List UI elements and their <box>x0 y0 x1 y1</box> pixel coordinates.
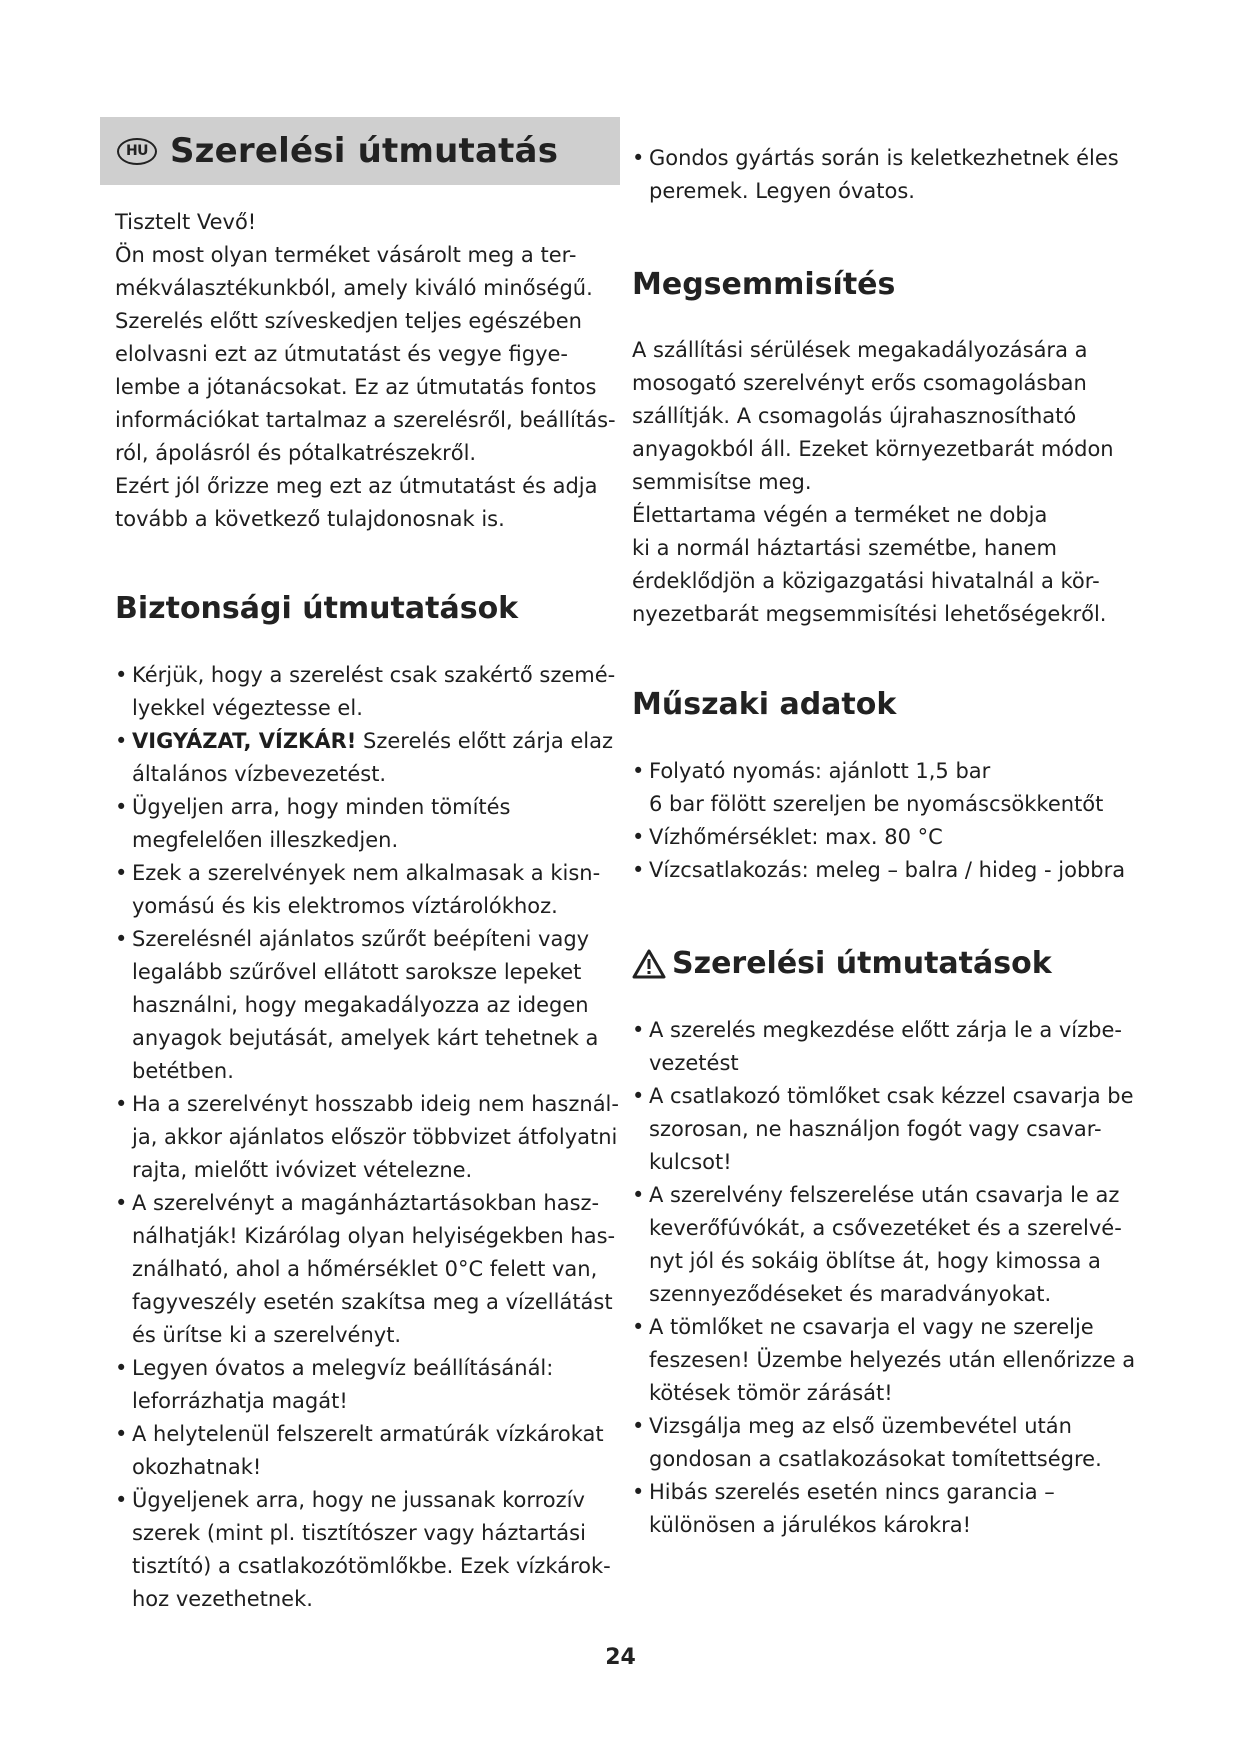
bullet-icon: • <box>632 1018 645 1042</box>
bullet-line: A szerelés megkezdése előtt zárja le a vízbe- <box>649 1018 1122 1042</box>
disposal-line: érdeklődjön a közigazgatási hivatalnál a kör- <box>632 569 1100 593</box>
bullet-line: szerek (mint pl. tisztítószer vagy háztartási <box>132 1521 586 1545</box>
bullet-line: feszesen! Üzembe helyezés után ellenőrizze a <box>649 1348 1136 1372</box>
spec-item <box>632 854 1132 887</box>
bullet-line: Ezek a szerelvények nem alkalmasak a kisn- <box>132 861 601 885</box>
disposal-line: semmisítse meg. <box>632 470 812 494</box>
greeting: Tisztelt Vevő! <box>115 210 257 234</box>
disposal-line: Élettartama végén a terméket ne dobja <box>632 503 1048 527</box>
intro-line: lembe a jótanácsokat. Ez az útmutatás fontos <box>115 375 597 399</box>
bullet-line: Szerelésnél ajánlatos szűrőt beépíteni vagy <box>132 927 590 951</box>
disposal-line: nyezetbarát megsemmisítési lehetőségekről. <box>632 602 1107 626</box>
safety-item <box>115 1187 625 1352</box>
bullet-line: különösen a járulékos károkra! <box>649 1513 972 1537</box>
bullet-icon: • <box>115 1092 128 1116</box>
bullet-line: Legyen óvatos a melegvíz beállításánál: <box>132 1356 554 1380</box>
intro-line: Ezért jól őrizze meg ezt az útmutatást és adja <box>115 474 598 498</box>
bullet-line: fagyveszély esetén szakítsa meg a vízellátást <box>132 1290 613 1314</box>
bullet-line: leforrázhatja magát! <box>132 1389 348 1413</box>
disposal-line: mosogató szerelvényt erős csomagolásban <box>632 371 1087 395</box>
safety-item <box>115 1352 625 1418</box>
page-title: Szerelési útmutatás <box>170 131 559 171</box>
install-item <box>632 1311 1137 1410</box>
bullet-line: A helytelenül felszerelt armatúrák vízkárokat <box>132 1422 604 1446</box>
bullet-line: használni, hogy megakadályozza az idegen <box>132 993 589 1017</box>
bullet-icon: • <box>115 1488 128 1512</box>
safety-item <box>115 659 625 725</box>
bullet-line: nálhatják! Kizárólag olyan helyiségekben has- <box>132 1224 616 1248</box>
disposal-line: ki a normál háztartási szemétbe, hanem <box>632 536 1057 560</box>
safety-item <box>115 1484 625 1616</box>
bullet-line: A szerelvény felszerelése után csavarja le az <box>649 1183 1120 1207</box>
bullet-line: Ha a szerelvényt hosszabb ideig nem használ- <box>132 1092 619 1116</box>
bullet-icon: • <box>632 1315 645 1339</box>
bullet-icon: • <box>115 1191 128 1215</box>
bullet-line: vezetést <box>649 1051 739 1075</box>
bullet-line: keverőfúvókát, a csővezetéket és a szerelvé- <box>649 1216 1122 1240</box>
safety-item <box>115 725 625 791</box>
intro-line: Ön most olyan terméket vásárolt meg a ter- <box>115 243 577 267</box>
bullet-line: A tömlőket ne csavarja el vagy ne szerelje <box>649 1315 1094 1339</box>
bullet-icon: • <box>115 729 128 753</box>
bullet-icon: • <box>632 1084 645 1108</box>
spec-item <box>632 821 1132 854</box>
bullet-line: legalább szűrővel ellátott sarokszе lepeket <box>132 960 582 984</box>
safety-item <box>115 1418 625 1484</box>
bullet-line: gondosan a csatlakozásokat tomítettségre. <box>649 1447 1102 1471</box>
bullet-line: szennyeződéseket és maradványokat. <box>649 1282 1052 1306</box>
bullet-line: általános vízbevezetést. <box>132 762 387 786</box>
bullet-icon: • <box>115 795 128 819</box>
edge-warning-item <box>632 142 1132 208</box>
bullet-line: ja, akkor ajánlatos először többvizet átfolyatni <box>132 1125 618 1149</box>
bullet-icon: • <box>115 1422 128 1446</box>
bullet-line: szorosan, ne használjon fogót vagy csavar- <box>649 1117 1102 1141</box>
title-bar <box>100 117 620 185</box>
bullet-line: kötések tömör zárását! <box>649 1381 893 1405</box>
bullet-icon: • <box>115 1356 128 1380</box>
bullet-icon: • <box>632 1414 645 1438</box>
bullet-line: Ügyeljenek arra, hogy ne jussanak korrozív <box>132 1488 585 1512</box>
bullet-line: Vizsgálja meg az első üzembevétel után <box>649 1414 1072 1438</box>
bullet-icon: • <box>632 1480 645 1504</box>
disposal-line: anyagokból áll. Ezeket környezetbarát módon <box>632 437 1114 461</box>
bullet-line: Hibás szerelés esetén nincs garancia – <box>649 1480 1055 1504</box>
safety-item <box>115 791 625 857</box>
install-heading <box>632 946 1052 981</box>
bullet-icon: • <box>632 146 645 170</box>
bullet-line: lyekkel végeztesse el. <box>132 696 363 720</box>
safety-heading: Biztonsági útmutatások <box>115 591 519 626</box>
intro-line: elolvasni ezt az útmutatást és vegye figye- <box>115 342 568 366</box>
bullet-line: okozhatnak! <box>132 1455 262 1479</box>
install-item <box>632 1476 1137 1542</box>
intro-text <box>115 206 615 536</box>
spec-item <box>632 755 1132 821</box>
safety-list <box>115 659 625 1616</box>
bullet-line: A csatlakozó tömlőket csak kézzel csavarja be <box>649 1084 1134 1108</box>
disposal-text <box>632 334 1132 631</box>
bullet-line: Folyató nyomás: ajánlott 1,5 bar <box>649 759 991 783</box>
warning-label: VIGYÁZAT, VÍZKÁR! <box>132 729 357 753</box>
install-item <box>632 1410 1137 1476</box>
bullet-line: Ügyeljen arra, hogy minden tömítés <box>132 795 511 819</box>
bullet-line: tisztító) a csatlakozótömlőkbe. Ezek vízkárok- <box>132 1554 611 1578</box>
install-item <box>632 1080 1137 1179</box>
safety-item <box>115 923 625 1088</box>
bullet-line: betétben. <box>132 1059 234 1083</box>
intro-line: információkat tartalmaz a szerelésről, beállítás- <box>115 408 616 432</box>
warning-triangle-icon <box>632 949 666 979</box>
safety-item <box>115 1088 625 1187</box>
specs-list <box>632 755 1132 887</box>
disposal-line: A szállítási sérülések megakadályozására a <box>632 338 1088 362</box>
bullet-line: peremek. Legyen óvatos. <box>649 179 915 203</box>
edge-warning-list <box>632 142 1132 208</box>
intro-line: mékválasztékunkból, amely kiváló minőségű. <box>115 276 593 300</box>
bullet-line: nyt jól és sokáig öblítse át, hogy kimossa a <box>649 1249 1101 1273</box>
bullet-line: megfelelően illeszkedjen. <box>132 828 399 852</box>
intro-line: tovább a következő tulajdonosnak is. <box>115 507 505 531</box>
bullet-line: és ürítse ki a szerelvényt. <box>132 1323 402 1347</box>
bullet-line-rest: Szerelés előtt zárja elaz <box>356 729 614 753</box>
bullet-line: yomású és kis elektromos víztárolókhoz. <box>132 894 558 918</box>
safety-item <box>115 857 625 923</box>
bullet-line: anyagok bejutását, amelyek kárt tehetnek a <box>132 1026 599 1050</box>
bullet-icon: • <box>632 759 645 783</box>
install-item <box>632 1179 1137 1311</box>
intro-line: ról, ápolásról és pótalkatrészekről. <box>115 441 477 465</box>
bullet-line: 6 bar fölött szereljen be nyomáscsökkentőt <box>649 792 1104 816</box>
specs-heading: Műszaki adatok <box>632 687 897 722</box>
disposal-heading: Megsemmisítés <box>632 267 896 302</box>
bullet-icon: • <box>632 858 645 882</box>
bullet-icon: • <box>632 825 645 849</box>
install-item <box>632 1014 1137 1080</box>
install-list <box>632 1014 1137 1542</box>
disposal-line: szállítják. A csomagolás újrahasznosítható <box>632 404 1077 428</box>
bullet-icon: • <box>115 861 128 885</box>
bullet-icon: • <box>115 927 128 951</box>
bullet-line <box>132 725 625 758</box>
bullet-icon: • <box>632 1183 645 1207</box>
bullet-line: Vízcsatlakozás: meleg – balra / hideg - jobbra <box>649 858 1126 882</box>
bullet-line: rajta, mielőtt ivóvizet vételezne. <box>132 1158 473 1182</box>
hu-language-badge: HU <box>117 138 157 165</box>
bullet-line: hoz vezethetnek. <box>132 1587 313 1611</box>
bullet-icon: • <box>115 663 128 687</box>
intro-line: Szerelés előtt szíveskedjen teljes egészében <box>115 309 582 333</box>
bullet-line: Vízhőmérséklet: max. 80 °C <box>649 825 943 849</box>
bullet-line: A szerelvényt a magánháztartásokban hasz- <box>132 1191 600 1215</box>
bullet-line: ználható, ahol a hőmérséklet 0°C felett van, <box>132 1257 598 1281</box>
bullet-line: Kérjük, hogy a szerelést csak szakértő szemé- <box>132 663 616 687</box>
bullet-line: Gondos gyártás során is keletkezhetnek éles <box>649 146 1119 170</box>
page-number: 24 <box>605 1645 636 1670</box>
bullet-line: kulcsot! <box>649 1150 732 1174</box>
install-heading-text: Szerelési útmutatások <box>672 946 1052 981</box>
